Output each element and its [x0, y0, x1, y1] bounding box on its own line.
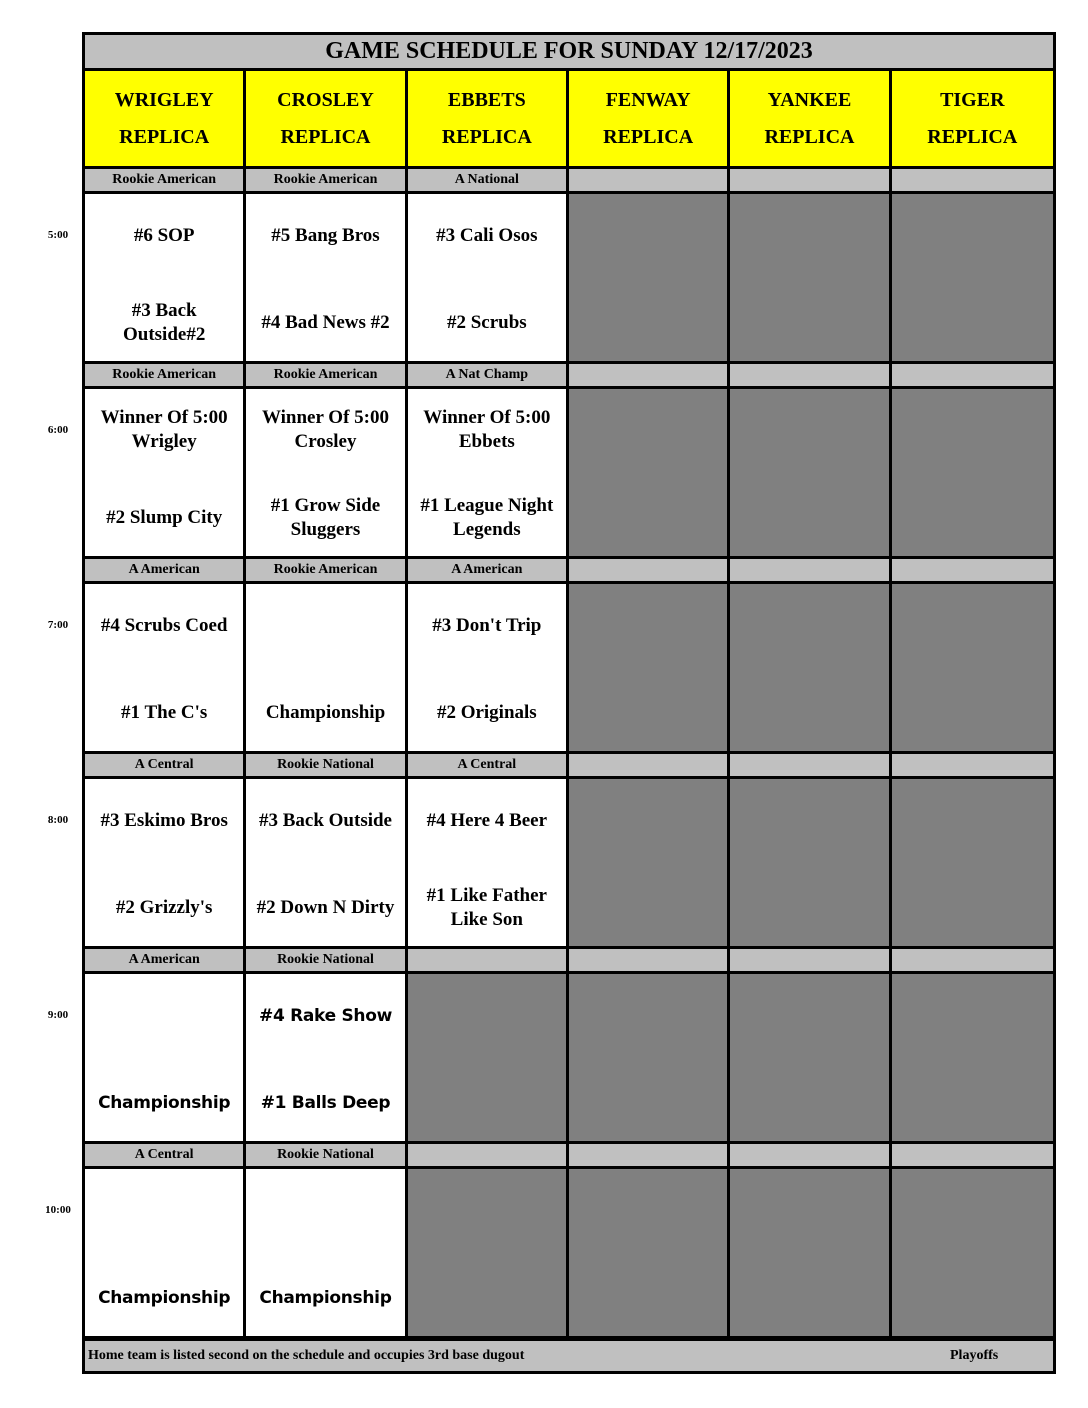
division-row	[85, 559, 1053, 584]
game-cell	[85, 1169, 246, 1336]
unused-field-cell	[730, 584, 891, 751]
schedule-sheet	[82, 32, 1056, 1374]
division-label: A American	[408, 559, 569, 581]
division-label	[892, 559, 1053, 581]
home-team: #2 Originals	[436, 702, 537, 723]
away-team: #4 Here 4 Beer	[426, 810, 548, 831]
division-label	[569, 169, 730, 191]
away-team	[89, 1199, 239, 1223]
game-cell	[246, 779, 407, 946]
away-team: #5 Bang Bros	[271, 225, 380, 246]
unused-field-cell	[892, 779, 1053, 946]
unused-field-cell	[730, 779, 891, 946]
game-cell	[408, 584, 569, 751]
unused-field-cell	[730, 974, 891, 1141]
division-label	[892, 754, 1053, 776]
division-label: A Nat Champ	[408, 364, 569, 386]
game-row	[85, 779, 1053, 949]
slot-time-label: 7:00	[47, 619, 69, 631]
away-team: Winner Of 5:00 Ebbets	[423, 407, 551, 452]
division-label: Rookie National	[246, 949, 407, 971]
footer-bar	[85, 1338, 1053, 1371]
away-team	[89, 1004, 239, 1028]
field-header-yankee	[730, 71, 891, 166]
page-title: GAME SCHEDULE FOR SUNDAY 12/17/2023	[85, 35, 1053, 71]
unused-field-cell	[408, 974, 569, 1141]
field-name: TIGER	[940, 88, 1005, 111]
game-cell	[85, 389, 246, 556]
slot-time-label: 6:00	[47, 424, 69, 436]
field-type: REPLICA	[764, 125, 855, 148]
division-label: A Central	[85, 754, 246, 776]
time-slot	[85, 364, 1053, 559]
division-label: A Central	[85, 1144, 246, 1166]
game-cell	[246, 584, 407, 751]
footer-note: Home team is listed second on the schedule and occupies 3rd base dugout	[88, 1348, 525, 1363]
division-label	[730, 949, 891, 971]
away-team: #3 Back Outside	[258, 810, 392, 831]
division-label	[730, 364, 891, 386]
division-label: Rookie American	[246, 169, 407, 191]
unused-field-cell	[569, 974, 730, 1141]
away-team: #3 Don't Trip	[432, 615, 542, 636]
division-row	[85, 1144, 1053, 1169]
field-header-wrigley	[85, 71, 246, 166]
time-slot	[85, 949, 1053, 1144]
unused-field-cell	[730, 389, 891, 556]
unused-field-cell	[892, 1169, 1053, 1336]
home-team: #1 Like Father Like Son	[426, 885, 547, 930]
division-label	[892, 169, 1053, 191]
home-team: Championship	[259, 1288, 392, 1308]
home-team: #2 Slump City	[106, 507, 223, 528]
field-header-fenway	[569, 71, 730, 166]
field-type: REPLICA	[441, 125, 532, 148]
division-label	[730, 169, 891, 191]
away-team: Winner Of 5:00 Crosley	[261, 407, 389, 452]
field-name: YANKEE	[767, 88, 852, 111]
field-header-crosley	[246, 71, 407, 166]
away-team	[250, 1199, 400, 1223]
game-cell	[408, 194, 569, 361]
division-label: Rookie National	[246, 1144, 407, 1166]
game-row	[85, 389, 1053, 559]
unused-field-cell	[892, 194, 1053, 361]
division-label	[569, 1144, 730, 1166]
division-label	[569, 364, 730, 386]
division-label	[892, 949, 1053, 971]
time-slot	[85, 754, 1053, 949]
away-team	[250, 614, 400, 638]
field-header-tiger	[892, 71, 1053, 166]
home-team: #4 Bad News #2	[261, 312, 390, 333]
home-team: #1 The C's	[121, 702, 208, 723]
field-header-row	[85, 71, 1053, 169]
away-team: #6 SOP	[133, 225, 195, 246]
unused-field-cell	[892, 974, 1053, 1141]
division-label	[892, 1144, 1053, 1166]
slot-time-label: 8:00	[47, 814, 69, 826]
away-team: #3 Cali Osos	[436, 225, 538, 246]
division-label	[569, 754, 730, 776]
unused-field-cell	[569, 1169, 730, 1336]
field-type: REPLICA	[119, 125, 210, 148]
home-team: #2 Scrubs	[446, 312, 527, 333]
unused-field-cell	[569, 584, 730, 751]
home-team: #2 Grizzly's	[115, 897, 213, 918]
division-label: A Central	[408, 754, 569, 776]
division-label	[730, 754, 891, 776]
division-row	[85, 364, 1053, 389]
game-cell	[246, 389, 407, 556]
game-cell	[408, 779, 569, 946]
unused-field-cell	[730, 194, 891, 361]
division-label	[408, 949, 569, 971]
division-label	[730, 559, 891, 581]
time-slot	[85, 169, 1053, 364]
division-row	[85, 949, 1053, 974]
slot-time-label: 9:00	[47, 1009, 69, 1021]
field-name: FENWAY	[605, 88, 691, 111]
division-row	[85, 754, 1053, 779]
unused-field-cell	[892, 584, 1053, 751]
field-name: CROSLEY	[277, 88, 374, 111]
home-team: #1 Balls Deep	[260, 1093, 391, 1113]
game-row	[85, 584, 1053, 754]
away-team: #4 Rake Show	[259, 1006, 392, 1026]
division-label: A American	[85, 559, 246, 581]
slot-time-label: 10:00	[45, 1204, 71, 1216]
game-cell	[408, 389, 569, 556]
away-team: Winner Of 5:00 Wrigley	[100, 407, 228, 452]
game-cell	[246, 974, 407, 1141]
game-cell	[85, 584, 246, 751]
game-cell	[246, 194, 407, 361]
game-cell	[85, 779, 246, 946]
unused-field-cell	[730, 1169, 891, 1336]
game-cell	[85, 194, 246, 361]
slot-time-label: 5:00	[47, 229, 69, 241]
field-name: WRIGLEY	[114, 88, 214, 111]
unused-field-cell	[569, 779, 730, 946]
field-header-ebbets	[408, 71, 569, 166]
unused-field-cell	[569, 194, 730, 361]
unused-field-cell	[569, 389, 730, 556]
field-name: EBBETS	[447, 88, 526, 111]
game-cell	[246, 1169, 407, 1336]
time-slot	[85, 559, 1053, 754]
home-team: #2 Down N Dirty	[256, 897, 395, 918]
field-type: REPLICA	[280, 125, 371, 148]
division-row	[85, 169, 1053, 194]
time-slot	[85, 1144, 1053, 1339]
division-label: A American	[85, 949, 246, 971]
home-team: Championship	[98, 1093, 231, 1113]
home-team: #3 Back Outside#2	[122, 300, 206, 345]
division-label	[569, 949, 730, 971]
footer-tag: Playoffs	[950, 1348, 999, 1363]
division-label	[569, 559, 730, 581]
division-label: Rookie National	[246, 754, 407, 776]
division-label: Rookie American	[246, 364, 407, 386]
field-type: REPLICA	[927, 125, 1018, 148]
game-row	[85, 194, 1053, 364]
field-type: REPLICA	[603, 125, 694, 148]
division-label: Rookie American	[85, 364, 246, 386]
away-team: #4 Scrubs Coed	[100, 615, 228, 636]
division-label	[892, 364, 1053, 386]
home-team: Championship	[98, 1288, 231, 1308]
game-row	[85, 1169, 1053, 1339]
division-label: A National	[408, 169, 569, 191]
home-team: Championship	[265, 702, 386, 723]
unused-field-cell	[408, 1169, 569, 1336]
division-label: Rookie American	[246, 559, 407, 581]
home-team: #1 Grow Side Sluggers	[270, 495, 381, 540]
division-label: Rookie American	[85, 169, 246, 191]
home-team: #1 League Night Legends	[420, 495, 554, 540]
division-label	[730, 1144, 891, 1166]
division-label	[408, 1144, 569, 1166]
away-team: #3 Eskimo Bros	[100, 810, 228, 831]
unused-field-cell	[892, 389, 1053, 556]
game-cell	[85, 974, 246, 1141]
game-row	[85, 974, 1053, 1144]
